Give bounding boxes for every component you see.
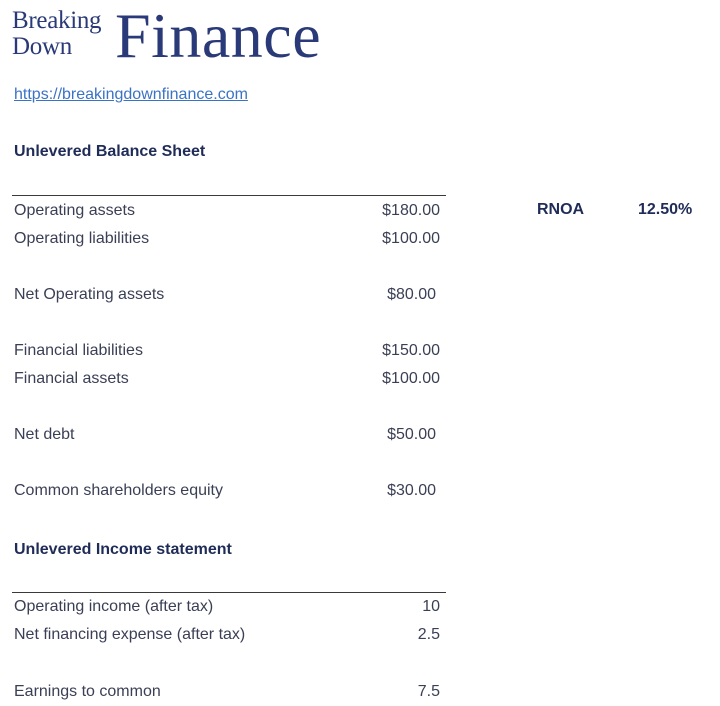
- row-label: Financial assets: [14, 370, 129, 387]
- income-row-net-financing-expense: [14, 626, 440, 648]
- balance-row-financial-assets: [14, 370, 440, 392]
- row-label: Net financing expense (after tax): [14, 626, 246, 643]
- row-value: $180.00: [382, 202, 440, 219]
- breaking-down-finance-logo: [12, 0, 352, 71]
- row-value: $50.00: [387, 426, 436, 443]
- website-link[interactable]: https://breakingdownfinance.com: [14, 86, 248, 103]
- row-label: Operating assets: [14, 202, 135, 219]
- income-statement-rule: [12, 592, 446, 593]
- balance-row-common-shareholders-equity: [14, 482, 440, 504]
- rnoa-label: RNOA: [537, 201, 585, 218]
- row-value: $100.00: [382, 230, 440, 247]
- row-value: $100.00: [382, 370, 440, 387]
- row-label: Earnings to common: [14, 683, 161, 700]
- row-value: $150.00: [382, 342, 440, 359]
- logo-text-finance: Finance: [115, 0, 322, 71]
- balance-row-net-debt: [14, 426, 440, 448]
- row-value: 10: [422, 598, 440, 615]
- row-label: Common shareholders equity: [14, 482, 223, 499]
- row-label: Operating income (after tax): [14, 598, 214, 615]
- row-value: 7.5: [417, 683, 440, 700]
- row-label: Net Operating assets: [14, 286, 165, 303]
- row-label: Net debt: [14, 426, 75, 443]
- row-label: Financial liabilities: [14, 342, 143, 359]
- row-value: $80.00: [387, 286, 436, 303]
- rnoa-value: 12.50%: [638, 201, 693, 218]
- balance-sheet-rule: [12, 195, 446, 196]
- row-value: 2.5: [417, 626, 440, 643]
- row-label: Operating liabilities: [14, 230, 150, 247]
- income-row-earnings-to-common: [14, 683, 440, 705]
- balance-row-operating-assets: [14, 202, 440, 224]
- balance-row-net-operating-assets: [14, 286, 440, 308]
- row-value: $30.00: [387, 482, 436, 499]
- logo-text-breaking: Breaking: [12, 7, 102, 34]
- balance-sheet-heading: Unlevered Balance Sheet: [14, 143, 206, 160]
- balance-row-operating-liabilities: [14, 230, 440, 252]
- income-row-operating-income: [14, 598, 440, 620]
- income-statement-heading: Unlevered Income statement: [14, 541, 232, 558]
- balance-row-financial-liabilities: [14, 342, 440, 364]
- logo-text-down: Down: [12, 33, 72, 60]
